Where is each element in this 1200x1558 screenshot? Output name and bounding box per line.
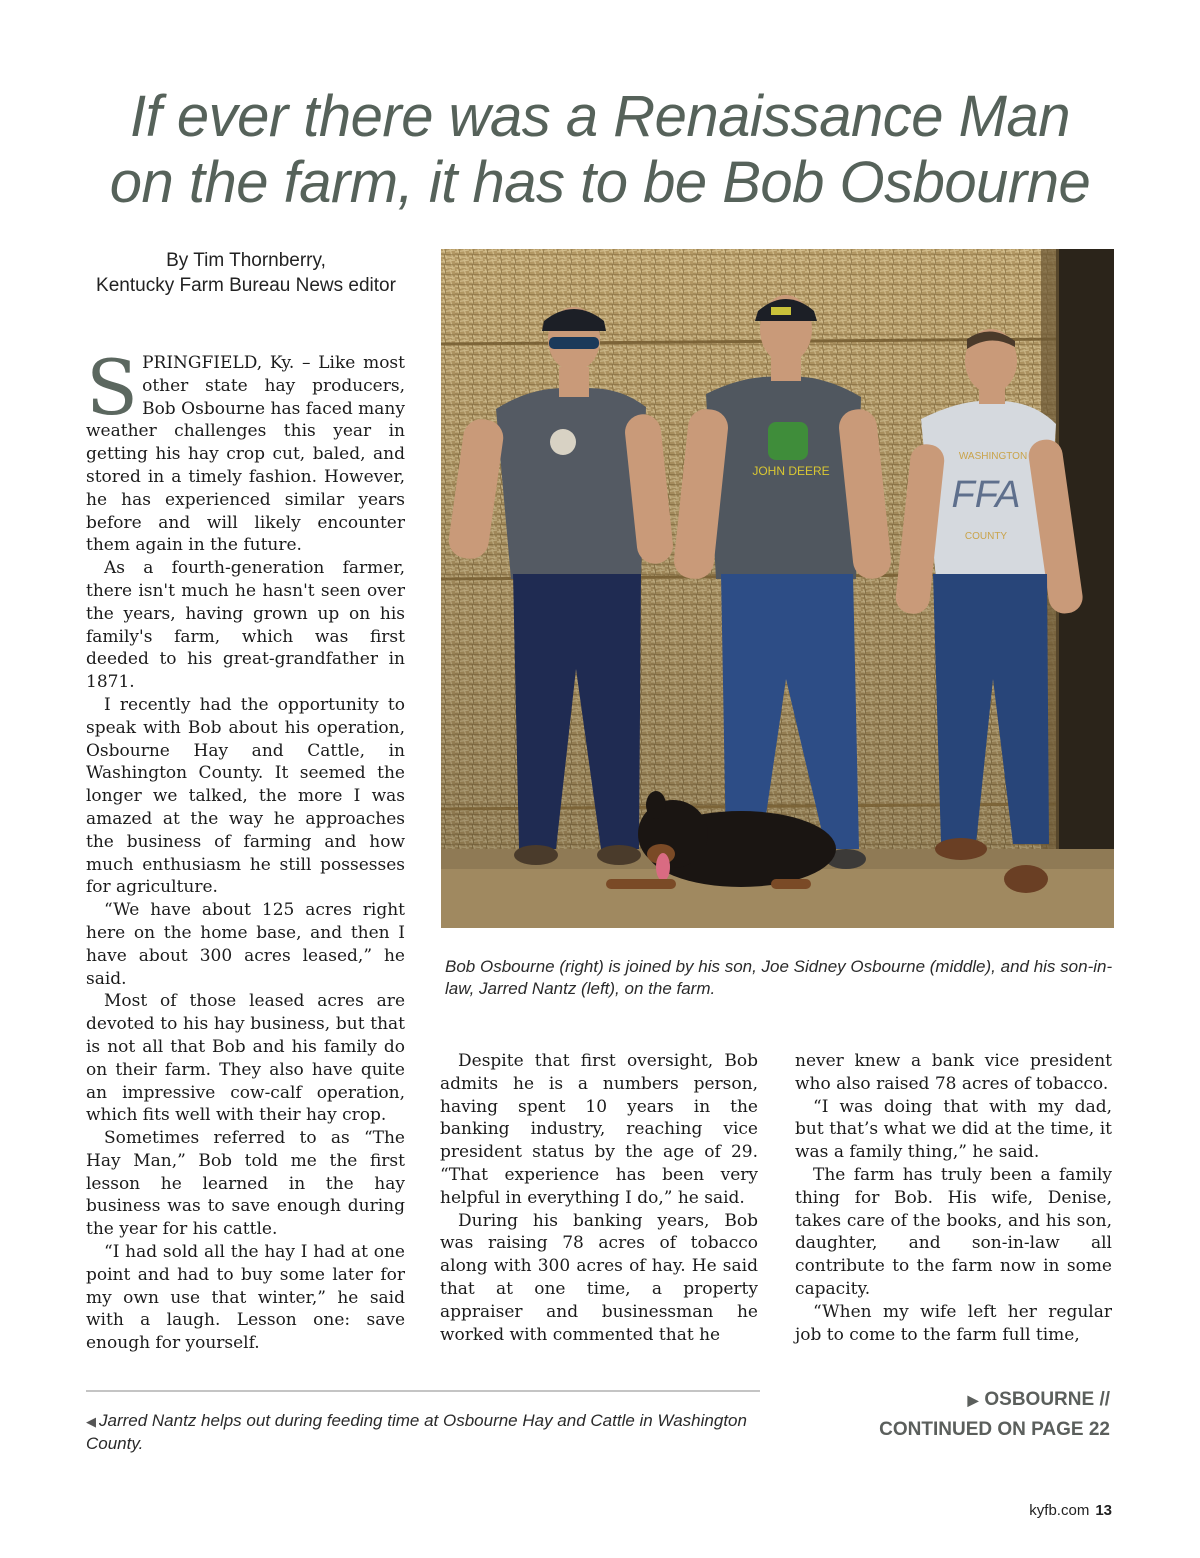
article-title — [40, 84, 1160, 216]
byline-role: Kentucky Farm Bureau News editor — [96, 275, 396, 296]
paragraph: never knew a bank vice president who also raised 78 acres of tobacco. — [795, 1051, 1112, 1094]
byline-author: By Tim Thornberry, — [166, 250, 326, 271]
footer-site: kyfb.com — [1029, 1502, 1090, 1519]
shirt-washington: WASHINGTON — [958, 451, 1028, 462]
photo-caption: Bob Osbourne (right) is joined by his son, Joe Sidney Osbourne (middle), and his son-in-law, Jarred Nantz (left), on the farm. — [445, 957, 1113, 998]
page-footer — [1029, 1502, 1112, 1519]
shirt-john-deere: JOHN DEERE — [752, 464, 830, 478]
triangle-left-icon: ◀ — [86, 1414, 96, 1429]
article-column-1 — [86, 343, 405, 1355]
continued-notice[interactable] — [879, 1385, 1110, 1444]
paragraph: “We have about 125 acres right here on the home base, and then I have about 300 acres leased,” he said. — [86, 900, 405, 989]
byline — [86, 248, 406, 298]
farm-photo — [441, 249, 1114, 928]
paragraph: As a fourth-generation farmer, there isn't much he hasn't seen over the years, having grown up on his family's farm, which was first deeded to his great-grandfather in 1871. — [86, 558, 405, 693]
title-line-1: If ever there was a Renaissance Man — [130, 84, 1070, 149]
paragraph: Despite that first oversight, Bob admits he is a numbers person, having spent 10 years in the banking industry, reaching vice president status by the age of 29. “That experience has been very helpful in everything I do,” he said. — [440, 1051, 758, 1208]
continued-label: OSBOURNE // — [984, 1389, 1110, 1410]
bottom-caption — [86, 1410, 776, 1455]
paragraph: PRINGFIELD, Ky. – Like most other state hay producers, Bob Osbourne has faced many weather challenges this year in getting his hay crop cut, baled, and stored in a timely fashion. However, he has experienced similar years before and will likely encounter them again in the future. — [86, 353, 405, 556]
page-number: 13 — [1095, 1502, 1112, 1519]
continued-page: CONTINUED ON PAGE 22 — [879, 1419, 1110, 1440]
article-column-2 — [440, 1050, 758, 1346]
article-column-3 — [795, 1050, 1112, 1346]
title-line-2: on the farm, it has to be Bob Osbourne — [109, 150, 1091, 215]
shirt-county: COUNTY — [964, 531, 1008, 542]
paragraph: The farm has truly been a family thing for Bob. His wife, Denise, takes care of the books, and his son, daughter, and son-in-law all contribute to the farm now in some capacity. — [795, 1164, 1112, 1299]
shirt-ffa: FFA — [951, 474, 1021, 516]
paragraph: “I had sold all the hay I had at one point and had to buy some later for my own use that winter,” he said with a laugh. Lesson one: save enough for yourself. — [86, 1242, 405, 1354]
triangle-right-icon: ▶ — [967, 1392, 979, 1408]
paragraph: Most of those leased acres are devoted to his hay business, but that is not all that Bob and his family do on their farm. They also have quite an impressive cow-calf operation, which fits well with their hay crop. — [86, 991, 405, 1126]
bottom-caption-text: Jarred Nantz helps out during feeding time at Osbourne Hay and Cattle in Washington County. — [86, 1411, 747, 1453]
paragraph: During his banking years, Bob was raising 78 acres of tobacco along with 300 acres of hay. He said that at one time, a property appraiser and businessman he worked with commented that he — [440, 1210, 758, 1345]
drop-cap: S — [86, 343, 139, 432]
paragraph: Sometimes referred to as “The Hay Man,” Bob told me the first lesson he learned in the hay business was to save enough during the year for his cattle. — [86, 1128, 405, 1240]
paragraph: “I was doing that with my dad, but that’s what we did at the time, it was a family thing,” he said. — [795, 1096, 1112, 1163]
caption-divider — [86, 1390, 760, 1392]
paragraph: “When my wife left her regular job to come to the farm full time, — [795, 1301, 1112, 1345]
paragraph: I recently had the opportunity to speak with Bob about his operation, Osbourne Hay and Cattle, in Washington County. It seemed the longer we talked, the more I was amazed at the way he approaches the business of farming and how much enthusiasm he still possesses for agriculture. — [86, 694, 405, 898]
